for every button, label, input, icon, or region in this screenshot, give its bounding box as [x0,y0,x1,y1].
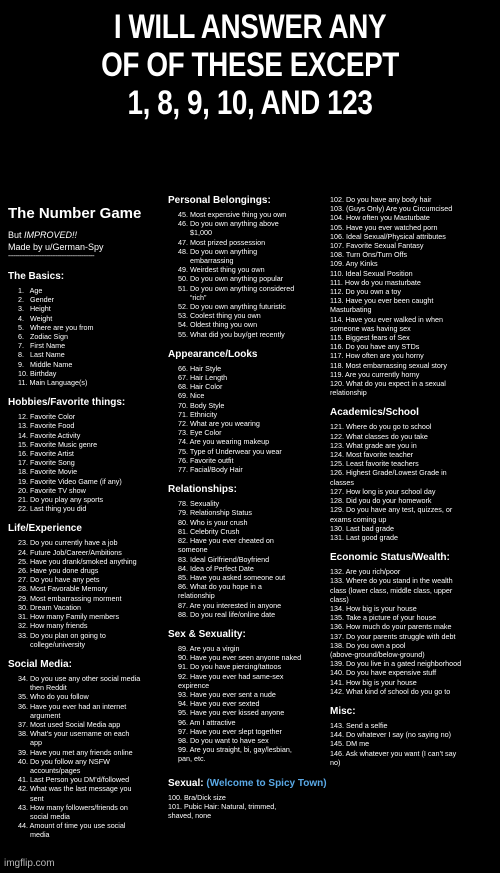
column-right [330,195,498,767]
list-item: 104. How often you Masturbate [330,213,430,223]
list-item: 66. Hair Style [178,363,222,373]
list-item: 116. Do you have any STDs [330,342,420,352]
list-item: 135. Take a picture of your house [330,613,437,623]
section-title-hobbies: Hobbies/Favorite things: [8,397,126,409]
list-item: 13. Favorite Food [18,421,75,431]
list-item: 50. Do you own anything popular [178,274,284,284]
list-item: 121. Where do you go to school [330,422,432,432]
list-item: 35. Who do you follow [18,692,89,702]
section-title-academics: Academics/School [330,407,419,419]
list-item: 125. Least favorite teachers [330,459,419,469]
list-item: 29. Most embarrassing morment [18,593,122,603]
headline-line-1: I WILL ANSWER ANY [113,8,387,46]
list-item: 47. Most prized possession [178,237,266,247]
list-item: 91. Do you have piercing/tattoos [178,662,282,672]
list-item: 24. Future Job/Career/Ambitions [18,547,122,557]
list-item: 72. What are you wearing [178,419,260,429]
list-item: 21. Do you play any sports [18,495,104,505]
list-item: sent [18,793,44,803]
list-item: 4. Weight [18,313,53,323]
list-item: 74. Are you wearing makeup [178,437,270,447]
list-item: 85. Have you asked someone out [178,572,286,582]
personal-list [168,210,328,339]
headline-line-2: OF OF THESE EXCEPT [101,46,399,84]
list-item: 67. Hair Length [178,373,228,383]
list-item: 42. What was the last message you [18,784,132,794]
list-item: 20. Favorite TV show [18,485,86,495]
list-item: 88. Do you real life/online date [178,609,276,619]
list-item: 3. Height [18,304,51,314]
list-item: someone [178,545,208,555]
list-item: 119. Are you currently horny [330,369,420,379]
list-item: 117. How often are you horny [330,351,424,361]
list-item: “rich” [178,292,207,302]
list-item: 112. Do you own a toy [330,287,401,297]
sexual-title-text: Sexual: [168,777,207,789]
game-title: The Number Game [8,205,142,222]
subtitle-emphasis: IMPROVED!! [24,230,78,240]
list-item: 114. Have you ever walked in when [330,314,443,324]
list-item: 128. Did you do your homework [330,496,432,506]
list-item: 124. Most favorite teacher [330,450,414,460]
list-item: 7. First Name [18,341,66,351]
list-item: 103. (Guys Only) Are you Circumcised [330,204,453,214]
section-title-basics: The Basics: [8,271,65,282]
section-title-life: Life/Experience [8,523,82,535]
list-item: 118. Most embarrassing sexual story [330,360,447,370]
list-item: 16. Favorite Artist [18,449,74,459]
game-subtitle [8,229,158,241]
list-item: 73. Eye Color [178,428,222,438]
list-item: 27. Do you have any pets [18,575,100,585]
list-item: 96. Am I attractive [178,717,236,727]
life-list [8,538,158,648]
section-title-misc: Misc: [330,705,356,717]
list-item: 94. Have you ever sexted [178,699,260,709]
section-title-appearance: Appearance/Looks [168,348,258,360]
list-item: classes [330,477,354,487]
list-item: exams coming up [330,514,387,524]
list-item: 131. Last good grade [330,532,398,542]
list-item: 26. Have you done drugs [18,566,99,576]
list-item: 137. Do your parents struggle with debt [330,631,456,641]
sex-list [168,644,328,764]
list-item: 115. Biggest fears of Sex [330,333,410,343]
list-item: 141. How big is your house [330,677,417,687]
basics-list [8,286,158,387]
list-item: 68. Hair Color [178,382,223,392]
section-title-relationships: Relationships: [168,484,237,496]
list-item: 142. What kind of school do you go to [330,686,451,696]
list-item: 39. Have you met any friends online [18,747,133,757]
list-item: 93. Have you ever sent a nude [178,689,276,699]
list-item: 90. Have you ever seen anyone naked [178,653,302,663]
list-item: $1,000 [178,228,212,238]
list-item: 70. Body Style [178,400,225,410]
list-item: 41. Last Person you DM’d/followed [18,775,130,785]
list-item: then Reddit [18,683,67,693]
relationships-list [168,499,328,619]
list-item: 38. What’s your username on each [18,729,130,739]
list-item: 99. Are you straight, bi, gay/lesbian, [178,745,292,755]
list-item: 122. What classes do you take [330,431,428,441]
list-item: 109. Any Kinks [330,259,378,269]
list-item: 1. Age [18,286,43,295]
list-item: 87. Are you interested in anyone [178,600,282,610]
list-item: Masturbating [330,305,372,315]
list-item: 12. Favorite Color [18,412,76,422]
list-item: 31. How many Family members [18,612,120,622]
list-item: 52. Do you own anything futuristic [178,302,286,312]
watermark: imgflip.com [4,858,55,869]
list-item: 146. Ask whatever you want (I can’t say [330,748,457,758]
list-item: 83. Ideal Girlfriend/Boyfriend [178,554,270,564]
list-item: 100. Bra/Dick size [168,792,226,802]
list-item: 134. How big is your house [330,603,417,613]
list-item: 11. Main Language(s) [18,378,88,388]
list-item: 79. Relationship Status [178,508,252,518]
body-list [330,195,498,397]
list-item: 77. Facial/Body Hair [178,465,243,475]
list-item: 145. DM me [330,739,370,749]
section-title-sexual [168,778,328,790]
academics-list [330,422,498,542]
list-item: 108. Turn Ons/Turn Offs [330,250,408,260]
list-item: 130. Last bad grade [330,523,394,533]
divider: ----------------------------------------------- [8,253,95,260]
list-item: social media [18,811,70,821]
list-item: 76. Favorite outfit [178,455,234,465]
list-item: 89. Are you a virgin [178,643,240,653]
list-item: no) [330,757,341,767]
list-item: 86. What do you hope in a [178,582,262,592]
headline-line-3: 1, 8, 9, 10, AND 123 [127,84,373,122]
section-title-social: Social Media: [8,658,72,670]
list-item: 32. How many friends [18,621,88,631]
list-item: class) [330,594,349,604]
list-item: 111. How do you masturbate [330,277,421,287]
section-title-personal: Personal Belongings: [168,195,271,206]
list-item: 126. Highest Grade/Lowest Grade in [330,468,447,478]
list-item: shaved, none [168,810,212,820]
sexual-list [168,793,328,821]
subtitle-prefix: But [8,230,25,240]
list-item: pan, etc. [178,754,206,764]
list-item: embarrassing [178,256,234,266]
list-item: 133. Where do you stand in the wealth [330,576,453,586]
list-item: (above-ground/below-ground) [330,649,425,659]
list-item: 107. Favorite Sexual Fantasy [330,241,424,251]
list-item: 25. Have you drank/smoked anything [18,556,137,566]
economic-list [330,567,498,696]
section-title-economic: Economic Status/Wealth: [330,552,450,564]
list-item: 132. Are you rich/poor [330,567,401,577]
list-item: relationship [330,388,367,398]
list-item: college/university [18,639,86,649]
list-item: 46. Do you own anything above [178,219,279,229]
list-item: 33. Do you plan on going to [18,630,106,640]
column-left [8,195,158,840]
list-item: 17. Favorite Song [18,458,75,468]
section-title-sex: Sex & Sexuality: [168,628,246,640]
list-item: 102. Do you have any body hair [330,195,432,204]
list-item: 51. Do you own anything considered [178,283,295,293]
list-item: 105. Have you ever watched porn [330,222,438,232]
list-item: 30. Dream Vacation [18,602,81,612]
list-item: relationship [178,591,215,601]
list-item: 101. Pubic Hair: Natural, trimmed, [168,801,277,811]
list-item: 106. Ideal Sexual/Physical attributes [330,231,446,241]
column-middle [168,195,328,820]
list-item: 140. Do you have expensive stuff [330,668,437,678]
list-item: 9. Middle Name [18,359,73,369]
list-item: 34. Do you use any other social media [18,673,141,683]
list-item: 37. Most used Social Media app [18,719,121,729]
list-item: 98. Do you want to have sex [178,735,269,745]
list-item: 44. Amount of time you use social [18,821,126,831]
list-item: 82. Have you ever cheated on [178,536,274,546]
list-item: 75. Type of Underwear you wear [178,446,282,456]
list-item: 69. Nice [178,391,205,401]
list-item: 138. Do you own a pool [330,640,406,650]
list-item: 78. Sexuality [178,499,220,509]
list-item: 49. Weirdest thing you own [178,265,265,275]
list-item: 18. Favorite Movie [18,467,78,477]
headline [45,8,455,122]
list-item: 15. Favorite Music genre [18,439,98,449]
list-item: 48. Do you own anything [178,246,258,256]
list-item: 36. Have you ever had an internet [18,701,127,711]
sexual-title-blue: (Welcome to Spicy Town) [206,777,327,789]
list-item: app [18,738,42,748]
list-item: 54. Oldest thing you own [178,320,258,330]
list-item: 143. Send a selfie [330,720,388,730]
list-item: expirence [178,680,210,690]
misc-list [330,721,498,767]
list-item: 123. What grade are you in [330,440,417,450]
list-item: 127. How long is your school day [330,486,436,496]
made-by: Made by u/German-Spy [8,242,104,252]
list-item: 2. Gender [18,295,54,305]
list-item: 10. Birthday [18,368,57,378]
list-item: 84. Idea of Perfect Date [178,563,254,573]
list-item: 136. How much do your parents make [330,622,452,632]
list-item: argument [18,710,61,720]
hobbies-list [8,412,158,513]
list-item: 43. How many followers/friends on [18,802,128,812]
list-item: 144. Do whatever I say (no saying no) [330,730,452,740]
list-item: 40. Do you follow any NSFW [18,756,110,766]
list-item: 53. Coolest thing you own [178,311,261,321]
list-item: 113. Have you ever been caught [330,296,434,306]
list-item: 139. Do you live in a gated neighborhood [330,659,462,669]
list-item: 110. Ideal Sexual Position [330,268,413,278]
list-item: 45. Most expensive thing you own [178,210,287,219]
list-item: 120. What do you expect in a sexual [330,379,446,389]
list-item: media [18,830,50,840]
list-item: 19. Favorite Video Game (if any) [18,476,122,486]
list-item: 5. Where are you from [18,322,94,332]
list-item: 97. Have you ever slept together [178,726,282,736]
list-item: 71. Ethnicity [178,409,218,419]
list-item: accounts/pages [18,765,81,775]
list-item: class (lower class, middle class, upper [330,585,453,595]
list-item: 92. Have you ever had same-sex [178,671,284,681]
list-item: 23. Do you currently have a job [18,538,118,548]
list-item: 28. Most Favorable Memory [18,584,108,594]
appearance-list [168,364,328,474]
list-item: 129. Do you have any test, quizzes, or [330,505,453,515]
list-item: 95. Have you ever kissed anyone [178,708,285,718]
list-item: 14. Favorite Activity [18,430,81,440]
list-item: 55. What did you buy/get recently [178,329,285,339]
social-list [8,674,158,840]
list-item: 22. Last thing you did [18,504,87,514]
list-item: someone was having sex [330,323,411,333]
list-item: 80. Who is your crush [178,517,248,527]
list-item: 6. Zodiac Sign [18,332,68,342]
list-item: 81. Celebrity Crush [178,526,240,536]
list-item: 8. Last Name [18,350,65,360]
